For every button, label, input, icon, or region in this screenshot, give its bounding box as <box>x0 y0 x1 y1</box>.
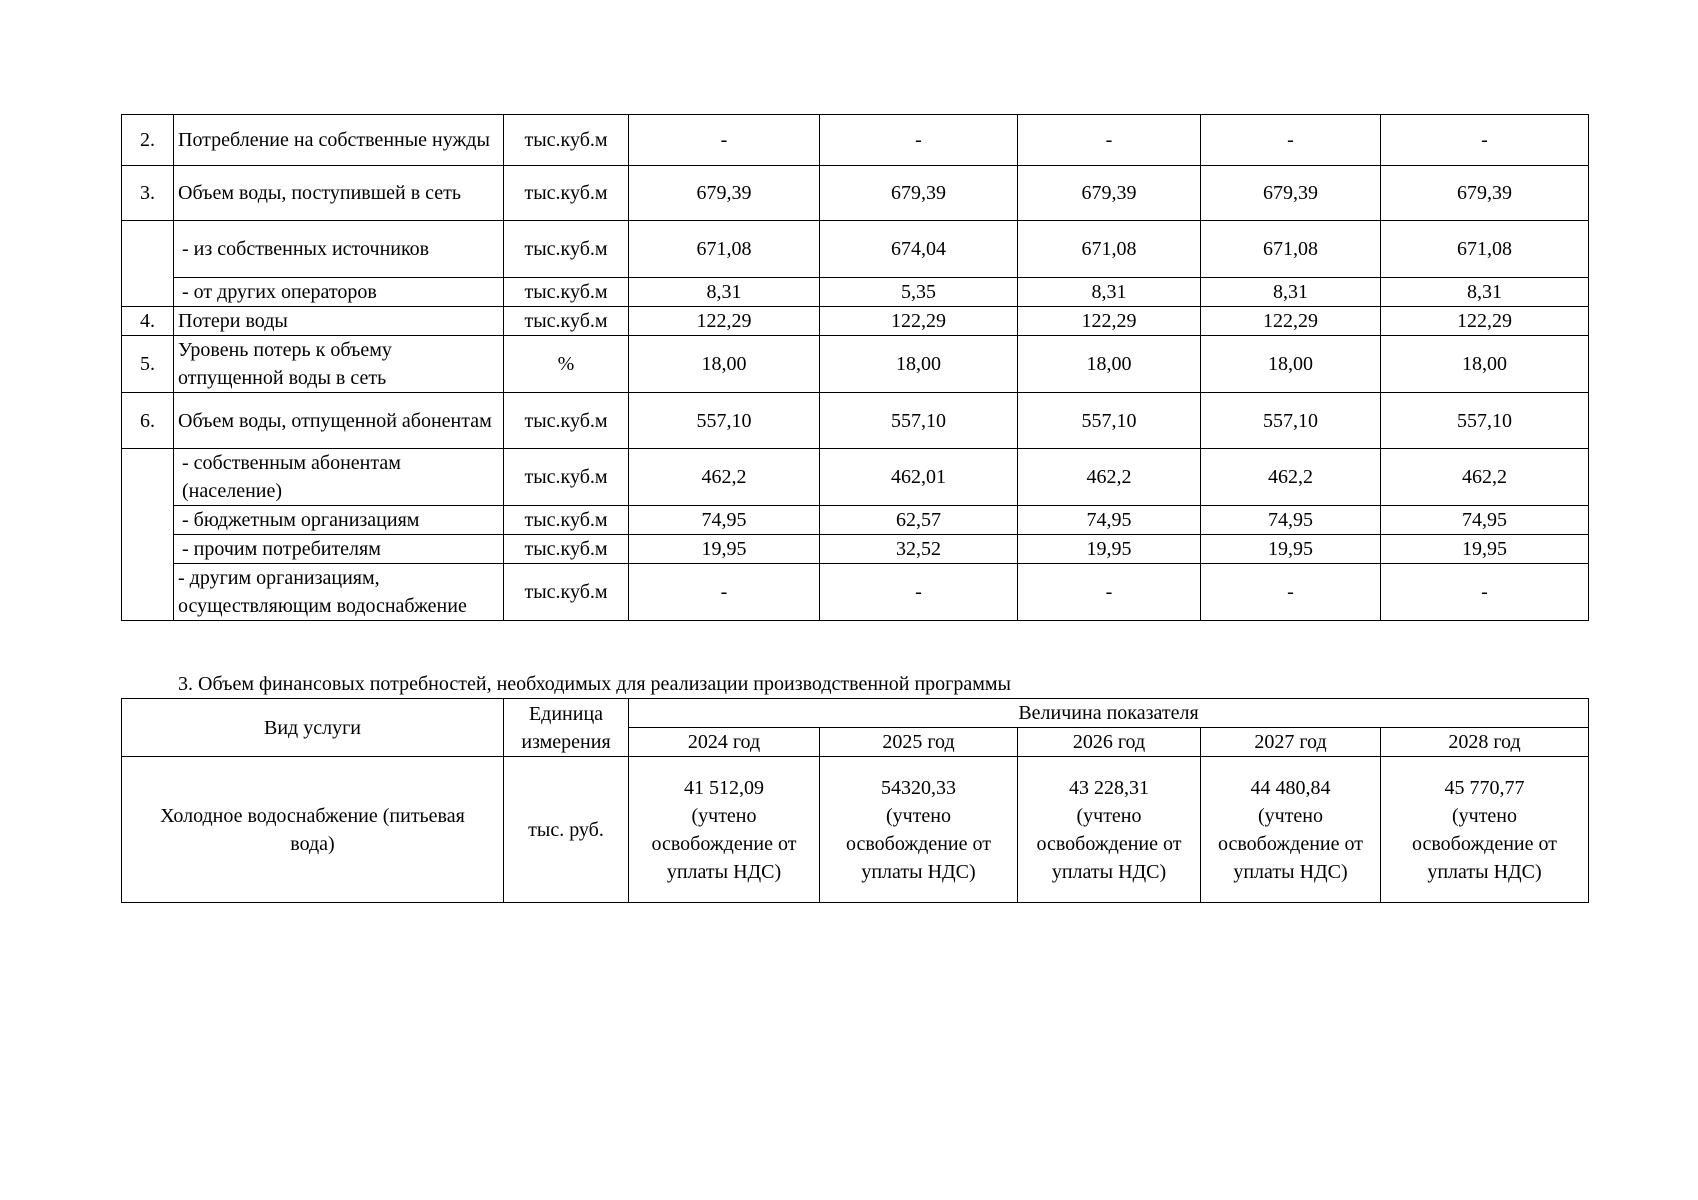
value-cell: 122,29 <box>629 307 820 336</box>
table-row <box>122 506 1589 535</box>
value-cell: 557,10 <box>629 393 820 449</box>
value-cell: 8,31 <box>629 278 820 307</box>
amount-value: 54320,33 <box>881 776 956 799</box>
unit-cell: тыс.куб.м <box>504 166 629 221</box>
row-number: 4. <box>122 307 174 336</box>
value-cell: 671,08 <box>1018 221 1201 278</box>
amount-note: (учтено <box>691 804 757 827</box>
value-cell: 671,08 <box>1381 221 1589 278</box>
value-cell: - <box>820 115 1018 166</box>
amount-note: уплаты НДС) <box>1051 860 1167 883</box>
value-cell: - <box>820 564 1018 621</box>
value-cell: 674,04 <box>820 221 1018 278</box>
value-cell: 8,31 <box>1018 278 1201 307</box>
value-cell: 5,35 <box>820 278 1018 307</box>
value-cell: 671,08 <box>1201 221 1381 278</box>
value-cell: - <box>1201 115 1381 166</box>
value-cell: - <box>629 115 820 166</box>
amount-note: (учтено <box>885 804 952 827</box>
value-cell: 18,00 <box>1381 336 1589 393</box>
amount-note: (учтено <box>1451 804 1518 827</box>
amount-note: освобождение от <box>1412 832 1557 855</box>
unit-cell: % <box>504 336 629 393</box>
table-row <box>122 166 1589 221</box>
amount-value: 41 512,09 <box>684 776 764 799</box>
value-cell: 462,2 <box>1018 449 1201 506</box>
section-caption: 3. Объем финансовых потребностей, необходимых для реализации производственной программы <box>178 673 1011 695</box>
value-cell: 18,00 <box>629 336 820 393</box>
unit-cell: тыс.куб.м <box>504 393 629 449</box>
value-cell: - <box>1201 564 1381 621</box>
value-cell: 679,39 <box>1381 166 1589 221</box>
year-header: 2024 год <box>629 728 820 757</box>
indicator-name: - от других операторов <box>174 278 504 307</box>
value-cell: 19,95 <box>1381 535 1589 564</box>
value-cell: 679,39 <box>629 166 820 221</box>
value-cell: 122,29 <box>820 307 1018 336</box>
year-header: 2028 год <box>1381 728 1589 757</box>
amount-cell <box>1201 757 1381 903</box>
value-cell: 462,2 <box>629 449 820 506</box>
amount-note: уплаты НДС) <box>1233 860 1348 883</box>
indicator-name: - собственным абонентам (население) <box>174 449 504 506</box>
value-cell: 62,57 <box>820 506 1018 535</box>
value-cell: - <box>1381 564 1589 621</box>
value-cell: - <box>1381 115 1589 166</box>
value-cell: 18,00 <box>1018 336 1201 393</box>
unit-cell: тыс. руб. <box>504 757 629 903</box>
unit-cell: тыс.куб.м <box>504 535 629 564</box>
amount-value: 44 480,84 <box>1250 776 1331 799</box>
amount-note: освобождение от <box>1036 832 1182 855</box>
indicator-name: Уровень потерь к объему отпущенной воды в сеть <box>174 336 504 393</box>
unit-cell: тыс.куб.м <box>504 115 629 166</box>
table-row <box>122 449 1589 506</box>
row-number: 6. <box>122 393 174 449</box>
service-name: Холодное водоснабжение (питьевая вода) <box>122 757 504 903</box>
value-cell: 122,29 <box>1018 307 1201 336</box>
value-cell: 557,10 <box>1381 393 1589 449</box>
unit-header: Единица измерения <box>504 699 629 757</box>
value-cell: 18,00 <box>820 336 1018 393</box>
amount-note: освобождение от <box>651 832 797 855</box>
amount-note: освобождение от <box>846 832 991 855</box>
unit-cell: тыс.куб.м <box>504 506 629 535</box>
value-cell: 19,95 <box>629 535 820 564</box>
value-cell: 8,31 <box>1201 278 1381 307</box>
value-cell: 8,31 <box>1381 278 1589 307</box>
value-cell: 19,95 <box>1018 535 1201 564</box>
value-cell: - <box>1018 115 1201 166</box>
indicator-name: - из собственных источников <box>174 221 504 278</box>
table-row <box>122 336 1589 393</box>
amount-note: уплаты НДС) <box>1427 860 1542 883</box>
value-cell: 679,39 <box>1201 166 1381 221</box>
value-cell: - <box>629 564 820 621</box>
amount-cell <box>820 757 1018 903</box>
indicator-name: - бюджетным организациям <box>174 506 504 535</box>
production-indicators-table <box>121 114 1589 621</box>
amount-note: уплаты НДС) <box>666 860 782 883</box>
amount-note: уплаты НДС) <box>861 860 976 883</box>
table-row <box>122 221 1589 278</box>
value-cell: 671,08 <box>629 221 820 278</box>
amount-cell <box>1381 757 1589 903</box>
financial-needs-table <box>121 698 1589 903</box>
table-row <box>122 757 1589 903</box>
value-cell: 557,10 <box>1018 393 1201 449</box>
table-row <box>122 278 1589 307</box>
amount-cell <box>1018 757 1201 903</box>
unit-cell: тыс.куб.м <box>504 221 629 278</box>
value-cell: 74,95 <box>1018 506 1201 535</box>
row-number: 2. <box>122 115 174 166</box>
value-cell: 74,95 <box>1201 506 1381 535</box>
table-row <box>122 393 1589 449</box>
value-cell: 18,00 <box>1201 336 1381 393</box>
value-cell: 74,95 <box>1381 506 1589 535</box>
value-cell: 679,39 <box>820 166 1018 221</box>
value-cell: 462,01 <box>820 449 1018 506</box>
indicator-name: Потребление на собственные нужды <box>174 115 504 166</box>
unit-cell: тыс.куб.м <box>504 564 629 621</box>
amount-value: 43 228,31 <box>1069 776 1149 799</box>
indicator-name: Потери воды <box>174 307 504 336</box>
row-number: 5. <box>122 336 174 393</box>
value-cell: 32,52 <box>820 535 1018 564</box>
indicator-name: - прочим потребителям <box>174 535 504 564</box>
value-cell: 74,95 <box>629 506 820 535</box>
value-cell: - <box>1018 564 1201 621</box>
header-row <box>122 699 1589 728</box>
row-number <box>122 221 174 307</box>
unit-cell: тыс.куб.м <box>504 307 629 336</box>
year-header: 2025 год <box>820 728 1018 757</box>
value-header: Величина показателя <box>629 699 1589 728</box>
indicator-name: Объем воды, отпущенной абонентам <box>174 393 504 449</box>
table-row <box>122 115 1589 166</box>
row-number <box>122 449 174 621</box>
value-cell: 122,29 <box>1201 307 1381 336</box>
indicator-name: - другим организациям, осуществляющим водоснабжение <box>174 564 504 621</box>
service-header: Вид услуги <box>122 699 504 757</box>
amount-note: (учтено <box>1257 804 1324 827</box>
value-cell: 557,10 <box>820 393 1018 449</box>
indicator-name: Объем воды, поступившей в сеть <box>174 166 504 221</box>
value-cell: 19,95 <box>1201 535 1381 564</box>
year-header: 2026 год <box>1018 728 1201 757</box>
unit-cell: тыс.куб.м <box>504 449 629 506</box>
value-cell: 557,10 <box>1201 393 1381 449</box>
table-row <box>122 564 1589 621</box>
amount-value: 45 770,77 <box>1444 776 1525 799</box>
table-row <box>122 307 1589 336</box>
table-row <box>122 535 1589 564</box>
value-cell: 122,29 <box>1381 307 1589 336</box>
amount-cell <box>629 757 820 903</box>
value-cell: 679,39 <box>1018 166 1201 221</box>
amount-note: (учтено <box>1076 804 1142 827</box>
year-header: 2027 год <box>1201 728 1381 757</box>
value-cell: 462,2 <box>1201 449 1381 506</box>
value-cell: 462,2 <box>1381 449 1589 506</box>
unit-cell: тыс.куб.м <box>504 278 629 307</box>
row-number: 3. <box>122 166 174 221</box>
amount-note: освобождение от <box>1218 832 1363 855</box>
